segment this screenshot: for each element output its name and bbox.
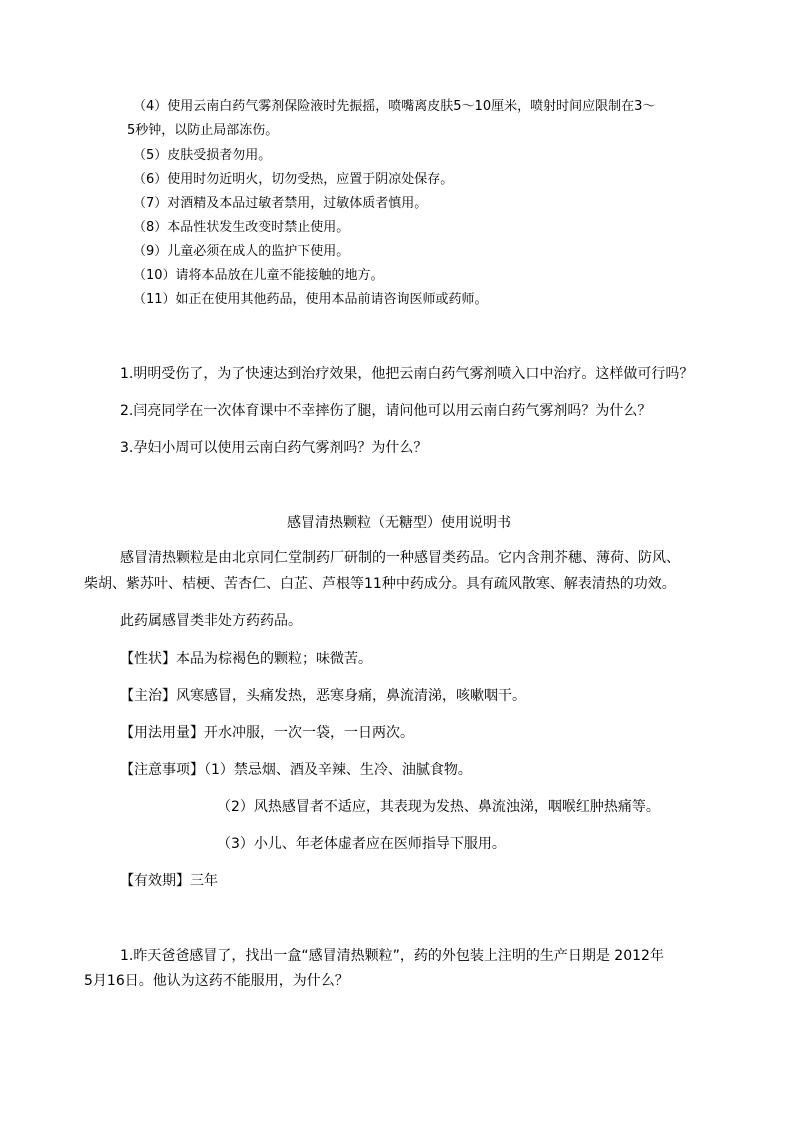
notes-item: （3）小儿、年老体虚者应在医师指导下服用。 [217, 836, 506, 852]
question: 1.昨天爸爸感冒了，找出一盒“感冒清热颗粒”，药的外包装上注明的生产日期是 2012年 [120, 948, 664, 964]
document-title: 感冒清热颗粒（无糖型）使用说明书 [287, 515, 511, 531]
otc-note: 此药属感冒类非处方药药品。 [120, 613, 302, 629]
precaution-item: （5）皮肤受损者勿用。 [133, 148, 272, 163]
intro-paragraph-line: 感冒清热颗粒是由北京同仁堂制药厂研制的一种感冒类药品。它内含荆芥穗、薄荷、防风、 [120, 550, 680, 566]
precaution-item-continuation: 5秒钟，以防止局部冻伤。 [127, 123, 279, 138]
precaution-item: （9）儿童必须在成人的监护下使用。 [133, 244, 350, 259]
notes-item: （2）风热感冒者不适应，其表现为发热、鼻流浊涕，咽喉红肿热痛等。 [217, 799, 660, 815]
question: 3.孕妇小周可以使用云南白药气雾剂吗？为什么？ [120, 440, 428, 456]
property-field: 【性状】本品为棕褐色的颗粒；味微苦。 [120, 651, 372, 667]
question-continuation: 5月16日。他认为这药不能服用，为什么？ [84, 973, 349, 989]
question: 1.明明受伤了，为了快速达到治疗效果，他把云南白药气雾剂喷入口中治疗。这样做可行吗？ [120, 366, 694, 382]
precaution-item: （11）如正在使用其他药品，使用本品前请咨询医师或药师。 [133, 292, 488, 307]
notes-field: 【注意事项】（1）禁忌烟、酒及辛辣、生冷、油腻食物。 [120, 762, 472, 778]
precaution-item: （4）使用云南白药气雾剂保险液时先振摇，喷嘴离皮肤5～10厘米，喷射时间应限制在3～ [133, 99, 656, 114]
precaution-item: （10）请将本品放在儿童不能接触的地方。 [133, 268, 384, 283]
precaution-item: （8）本品性状发生改变时禁止使用。 [133, 220, 350, 235]
question: 2.闫亮同学在一次体育课中不幸摔伤了腿，请问他可以用云南白药气雾剂吗？为什么？ [120, 403, 652, 419]
precaution-item: （7）对酒精及本品过敏者禁用，过敏体质者慎用。 [133, 196, 428, 211]
precaution-item: （6）使用时勿近明火，切勿受热，应置于阴凉处保存。 [133, 172, 454, 187]
validity-field: 【有效期】三年 [120, 873, 218, 889]
indication-field: 【主治】风寒感冒，头痛发热，恶寒身痛，鼻流清涕，咳嗽咽干。 [120, 688, 526, 704]
usage-field: 【用法用量】开水冲服，一次一袋，一日两次。 [120, 725, 414, 741]
intro-paragraph-line: 柴胡、紫苏叶、桔梗、苦杏仁、白芷、芦根等11种中药成分。具有疏风散寒、解表清热的功效。 [84, 576, 676, 592]
